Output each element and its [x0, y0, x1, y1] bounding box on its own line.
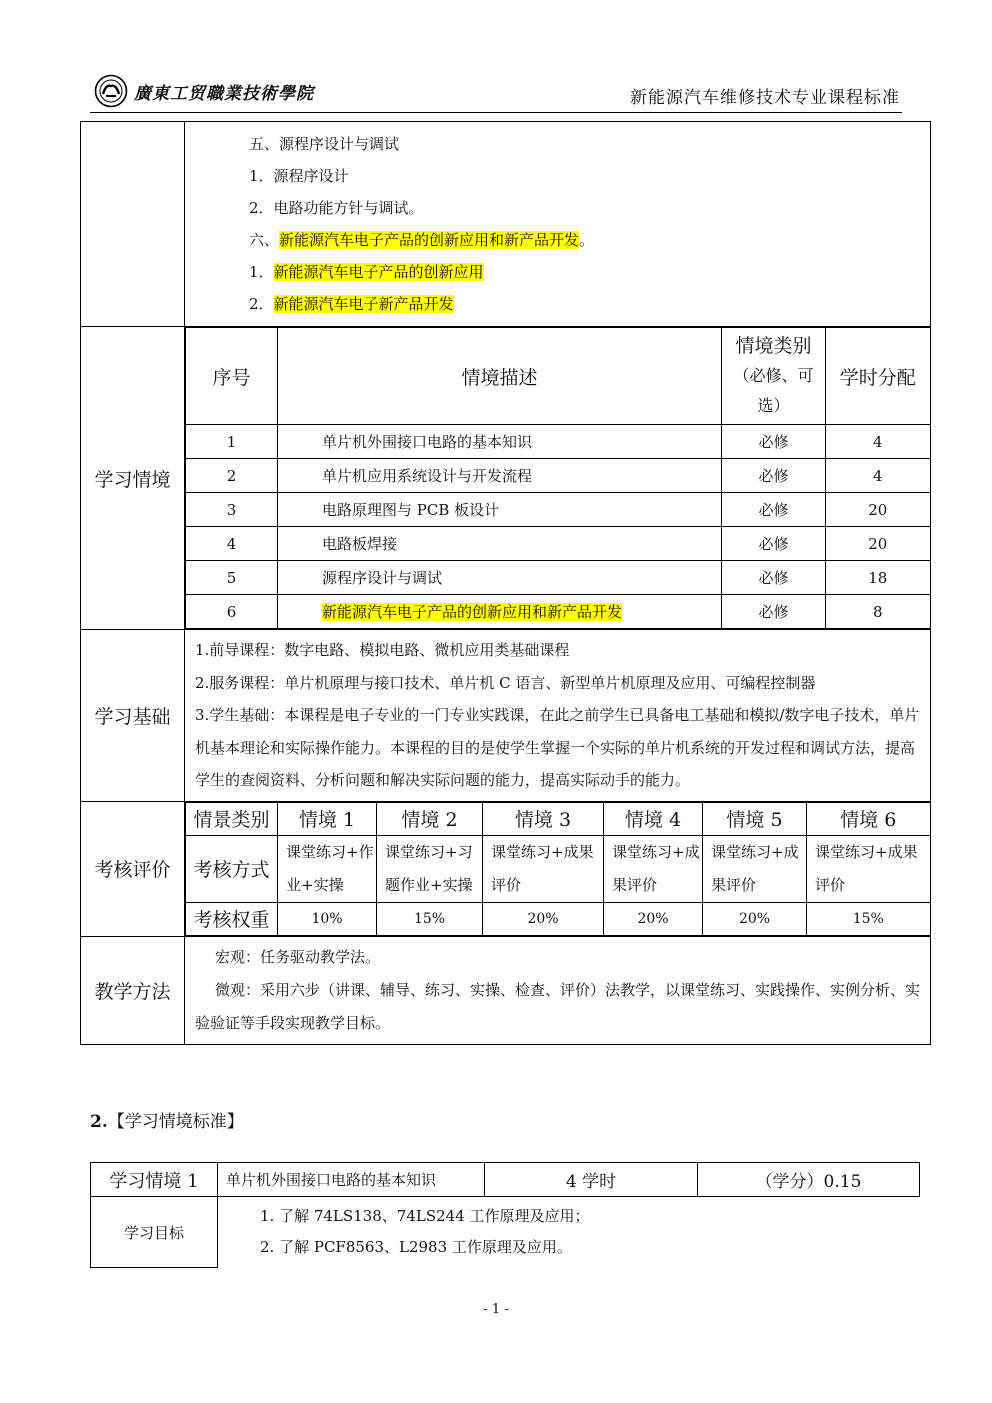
header-desc: 情境描述	[278, 328, 722, 425]
eval-weight: 20%	[604, 902, 703, 935]
situations-container	[185, 327, 931, 630]
eval-category-label: 情景类别	[186, 802, 278, 835]
row-hours: 20	[826, 527, 931, 561]
eval-weight: 20%	[483, 902, 604, 935]
situation1-label: 学习情境 1	[91, 1163, 218, 1197]
row-category: 必修	[722, 561, 826, 595]
header-category: 情境类别 （必修、可 选）	[722, 328, 826, 425]
row-hours: 20	[826, 493, 931, 527]
row-hours: 8	[826, 595, 931, 629]
eval-method: 课堂练习+成果评价	[807, 835, 931, 902]
evaluation-table	[185, 802, 931, 936]
content-item: 1．源程序设计	[249, 167, 349, 185]
school-logo-group	[94, 74, 314, 108]
content-item: 1．新能源汽车电子产品的创新应用	[249, 263, 484, 281]
eval-col-name: 情境 5	[703, 802, 807, 835]
page-number: - 1 -	[483, 1302, 509, 1317]
eval-method: 课堂练习+成果评价	[703, 835, 807, 902]
row-num: 1	[186, 425, 278, 459]
evaluation-label: 考核评价	[81, 801, 185, 936]
eval-weight-row	[186, 902, 931, 935]
eval-weight-label: 考核权重	[186, 902, 278, 935]
content-item: 2．新能源汽车电子新产品开发	[249, 295, 454, 313]
row-hours: 4	[826, 425, 931, 459]
goal-item: 1. 了解 74LS138、74LS244 工作原理及应用；	[260, 1207, 590, 1226]
row-hours: 18	[826, 561, 931, 595]
content-label-cell	[81, 122, 185, 327]
situation1-credit: （学分）0.15	[698, 1163, 920, 1197]
row-category: 必修	[722, 595, 826, 629]
row-category: 必修	[722, 527, 826, 561]
eval-weight: 10%	[278, 902, 377, 935]
basis-line: 1.前导课程：数字电路、模拟电路、微机应用类基础课程	[195, 641, 570, 659]
header-num: 序号	[186, 328, 278, 425]
eval-method: 课堂练习+习题作业+实操	[377, 835, 483, 902]
eval-method-row	[186, 835, 931, 902]
content-item: 五、源程序设计与调试	[249, 135, 400, 153]
basis-line: 3.学生基础：本课程是电子专业的一门专业实践课，在此之前学生已具备电工基础和模拟/数字电子技术，单片机基本理论和实际操作能力。本课程的目的是使学生掌握一个实际的单片机系统的开发过程和调试方法，提高学生的查阅资料、分析问题和解决实际问题的能力，提高实际动手的能力。	[195, 706, 920, 789]
table-row	[186, 527, 931, 561]
content-item: 2．电路功能方针与调试。	[249, 199, 424, 217]
row-num: 6	[186, 595, 278, 629]
row-desc: 新能源汽车电子产品的创新应用和新产品开发	[278, 595, 722, 629]
course-standard-table	[80, 121, 931, 1045]
method-macro: 宏观：任务驱动教学法。	[215, 947, 381, 966]
eval-weight: 20%	[703, 902, 807, 935]
eval-weight: 15%	[807, 902, 931, 935]
content-items-cell	[185, 122, 931, 327]
school-name: 廣東工贸職業技術學院	[134, 83, 314, 104]
table-row	[186, 493, 931, 527]
situation1-header-row	[91, 1163, 920, 1197]
section-heading	[90, 1107, 244, 1132]
situation1-name: 单片机外围接口电路的基本知识	[218, 1163, 485, 1197]
eval-col-name: 情境 6	[807, 802, 931, 835]
row-desc: 单片机应用系统设计与开发流程	[278, 459, 722, 493]
eval-weight: 15%	[377, 902, 483, 935]
school-logo-icon	[94, 74, 128, 108]
situation1-hours: 4 学时	[485, 1163, 698, 1197]
eval-method-label: 考核方式	[186, 835, 278, 902]
method-micro: 微观：采用六步（讲课、辅导、练习、实操、检查、评价）法教学，以课堂练习、实践操作、实例分析、实验验证等手段实现教学目标。	[195, 980, 921, 1032]
method-content	[185, 936, 931, 1044]
eval-category-row	[186, 802, 931, 835]
row-desc: 单片机外围接口电路的基本知识	[278, 425, 722, 459]
row-num: 4	[186, 527, 278, 561]
eval-col-name: 情境 3	[483, 802, 604, 835]
row-num: 3	[186, 493, 278, 527]
eval-method: 课堂练习+作业+实操	[278, 835, 377, 902]
row-num: 5	[186, 561, 278, 595]
basis-label: 学习基础	[81, 630, 185, 802]
table-row	[186, 561, 931, 595]
content-item: 六、新能源汽车电子产品的创新应用和新产品开发。	[249, 231, 595, 249]
row-desc: 电路原理图与 PCB 板设计	[278, 493, 722, 527]
situations-table	[185, 327, 931, 629]
basis-line: 2.服务课程：单片机原理与接口技术、单片机 C 语言、新型单片机原理及应用、可编程控制器	[195, 673, 816, 692]
table-row	[186, 459, 931, 493]
table-row	[186, 595, 931, 629]
eval-col-name: 情境 4	[604, 802, 703, 835]
basis-content	[185, 630, 931, 802]
row-num: 2	[186, 459, 278, 493]
eval-col-name: 情境 2	[377, 802, 483, 835]
goal-label: 学习目标	[91, 1197, 218, 1268]
document-title: 新能源汽车维修技术专业课程标准	[630, 88, 900, 108]
section-title: 【学习情境标准】	[107, 1112, 244, 1132]
eval-col-name: 情境 1	[278, 802, 377, 835]
page-header	[90, 70, 902, 113]
goal-list	[218, 1197, 920, 1268]
situations-label: 学习情境	[81, 327, 185, 630]
row-category: 必修	[722, 493, 826, 527]
situation1-table	[90, 1162, 920, 1268]
row-desc: 电路板焊接	[278, 527, 722, 561]
eval-method: 课堂练习+成果评价	[483, 835, 604, 902]
evaluation-container	[185, 801, 931, 936]
situation1-goal-row	[91, 1197, 920, 1268]
goal-item: 2. 了解 PCF8563、L2983 工作原理及应用。	[260, 1238, 572, 1257]
row-category: 必修	[722, 425, 826, 459]
header-hours: 学时分配	[826, 328, 931, 425]
eval-method: 课堂练习+成果评价	[604, 835, 703, 902]
table-row	[186, 425, 931, 459]
method-label: 教学方法	[81, 936, 185, 1044]
row-hours: 4	[826, 459, 931, 493]
section-number: 2.	[90, 1112, 108, 1132]
row-category: 必修	[722, 459, 826, 493]
situations-header-row	[186, 328, 931, 425]
row-desc: 源程序设计与调试	[278, 561, 722, 595]
